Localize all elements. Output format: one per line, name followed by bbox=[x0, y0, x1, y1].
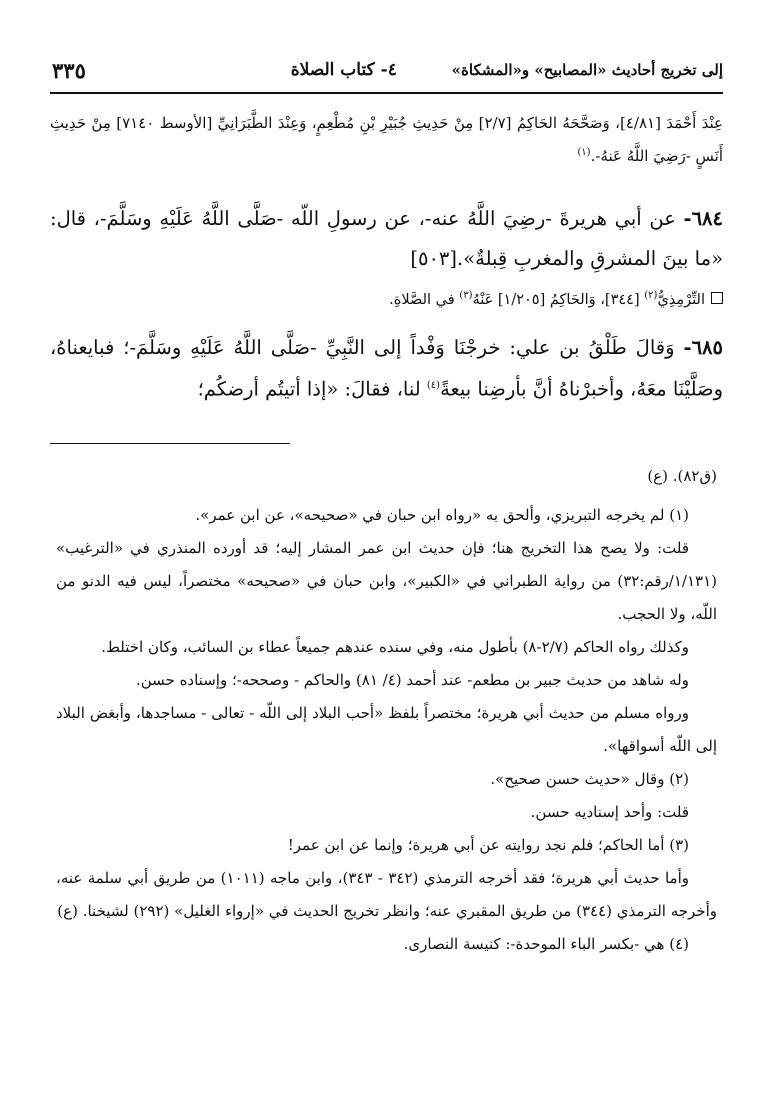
takhrij-684-part-c: في الصَّلاةِ. bbox=[389, 291, 455, 308]
hadith-685 bbox=[50, 329, 723, 409]
takhrij-684-part-b: [٣٤٤]، وَالحَاكِمُ [١/٢٠٥] عَنْهُ bbox=[472, 291, 640, 308]
carryover-text: عِنْدَ أَحْمَدَ [٤/٨١]، وَصَحَّحَهُ الحَاكِمُ [٢/٧] مِنْ حَدِيثِ جُبَيْرِ بْنِ مُطْعِمٍ، وَعِنْدَ الطَّبَرَانِيِّ [الأوسط ٧١٤٠] مِنْ حَدِيثِ أَنَسٍ -رَضِيَ اللَّهُ عَنهُ-. bbox=[50, 114, 723, 165]
hadith-684 bbox=[50, 199, 723, 279]
footnote-1-witness: وله شاهد من حديث جبير بن مطعم- عند أحمد (٤/ ٨١) والحاكم - وصححه-؛ وإسناده حسن. bbox=[135, 671, 689, 689]
footnote-1: (١) لم يخرجه التبريزي، وألحق به «رواه ابن حبان في «صحيحه»، عن ابن عمر». bbox=[195, 506, 689, 524]
takhrij-684 bbox=[50, 283, 723, 313]
footnote-manuscript-ref: (ق٨٢). (ع) bbox=[647, 467, 717, 485]
footnote-ref-3: (٣) bbox=[459, 290, 473, 301]
takhrij-684-part-a: التِّرْمِذِيُّ bbox=[657, 291, 705, 308]
header-rule bbox=[50, 92, 723, 94]
footnote-3: (٣) أما الحاكم؛ فلم نجد روايته عن أبي هريرة؛ وإنما عن ابن عمر! bbox=[287, 836, 689, 854]
footnote-1-comment: قلت: ولا يصح هذا التخريج هنا؛ فإن حديث ابن عمر المشار إليه؛ قد أورده المنذري في «الترغيب» (١/١٣١/رقم:٣٢) من رواية الطبراني في «الكبير»، وابن حبان في «صحيحه» مختصراً، ليس فيه الدنو من اللّه، ولا الحجب. bbox=[56, 539, 717, 623]
hadith-text-685-b: لنا، فقالَ: «إذا أتيتُم أرضكُم؛ bbox=[197, 377, 421, 401]
footnote-separator bbox=[50, 443, 290, 444]
footnote-1-hakim: وكذلك رواه الحاكم (٢/٧-٨) بأطول منه، وفي سنده عندهم جميعاً عطاء بن السائب، وكان اختلط. bbox=[101, 638, 689, 656]
footnote-ref-1: (١) bbox=[577, 147, 591, 158]
footnotes bbox=[56, 460, 717, 961]
header-book-title: إلى تخريج أحاديث «المصابيح» و«المشكاة» bbox=[451, 61, 723, 79]
footnote-2: (٢) وقال «حديث حسن صحيح». bbox=[490, 770, 689, 788]
footnote-2-comment: قلت: وأحد إسناديه حسن. bbox=[530, 803, 689, 821]
main-text bbox=[50, 108, 723, 408]
carryover-paragraph bbox=[50, 108, 723, 171]
square-marker-icon bbox=[711, 292, 723, 304]
footnote-4: (٤) هي -بكسر الباء الموحدة-: كنيسة النصارى. bbox=[403, 935, 689, 953]
running-header bbox=[52, 50, 723, 90]
footnote-1-muslim: ورواه مسلم من حديث أبي هريرة؛ مختصراً بلفظ «أحب البلاد إلى اللّه - تعالى - مساجدها، وأبغض البلاد إلى اللّه أسواقها». bbox=[56, 704, 717, 755]
footnote-ref-4: (٤) bbox=[426, 379, 441, 391]
footnote-3-detail: وأما حديث أبي هريرة؛ فقد أخرجه الترمذي (٣٤٢ - ٣٤٣)، وابن ماجه (١٠١١) من طريق أبي سلمة عنه، وأخرجه الترمذي (٣٤٤) من طريق المقبري عنه؛ وانظر تخريج الحديث في «إرواء الغليل» (٢٩٢) لشيخنا. (ع) bbox=[56, 869, 717, 920]
hadith-text-685-a: وَقالَ طَلْقُ بن علي: خرجْنَا وَفْداً إلى النَّبِيِّ -صَلَّى اللَّهُ عَلَيْهِ وسَلَّمَ-؛ فبايعناهُ، وصَلَّيْنَا معَهُ، وأخبرْناهُ أنَّ بأرضِنا بيعةً bbox=[50, 335, 723, 401]
footnote-ref-2: (٢) bbox=[644, 290, 658, 301]
hadith-text-684: عن أبي هريرةَ -رضِيَ اللَّهُ عنه-، عن رسولِ اللّه -صَلَّى اللَّهُ عَلَيْهِ وسَلَّمَ-، قال: «ما بينَ المشرقِ والمغربِ قِبلةٌ».[٥٠٣] bbox=[50, 207, 723, 270]
page-number: ٣٣٥ bbox=[52, 57, 86, 83]
hadith-number-685: ٦٨٥- bbox=[683, 335, 723, 359]
hadith-number-684: ٦٨٤- bbox=[683, 207, 723, 230]
header-chapter: ٤- كتاب الصلاة bbox=[290, 60, 397, 80]
